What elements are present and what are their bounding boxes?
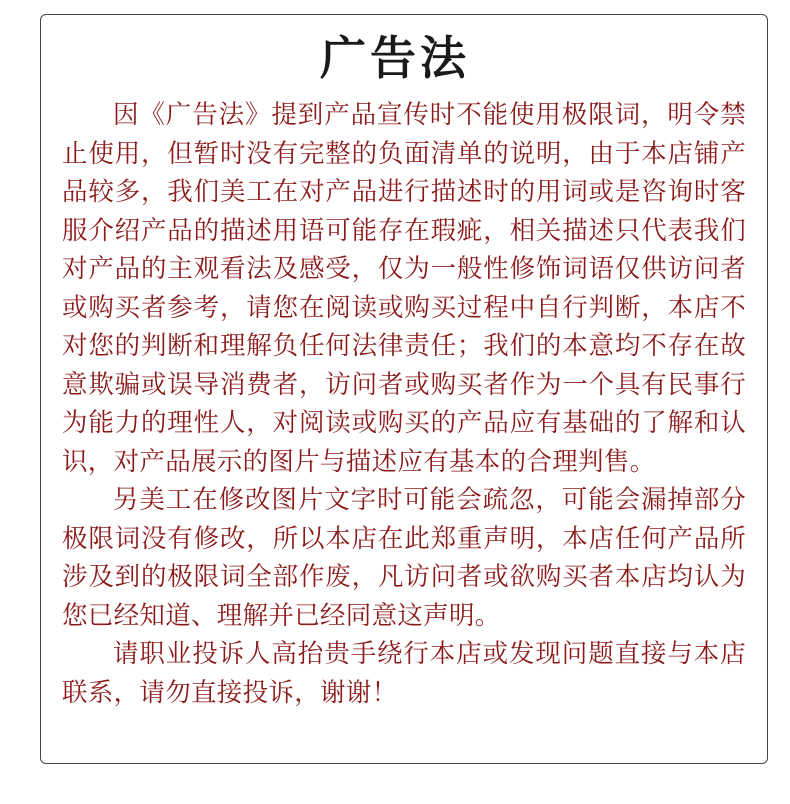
page-title: 广告法 xyxy=(320,31,470,85)
paragraph-contact-request: 请职业投诉人高抬贵手绕行本店或发现问题直接与本店联系，请勿直接投诉，谢谢！ xyxy=(62,639,746,708)
notice-body xyxy=(62,96,746,712)
paragraph-disclaimer: 因《广告法》提到产品宣传时不能使用极限词，明令禁止使用，但暂时没有完整的负面清单的说明，由于本店铺产品较多，我们美工在对产品进行描述时的用词或是咨询时客服介绍产品的描述用语可能存在瑕疵，相关描述只代表我们对产品的主观看法及感受，仅为一般性修饰词语仅供访问者或购买者参考，请您在阅读或购买过程中自行判断，本店不对您的判断和理解负任何法律责任；我们的本意均不存在故意欺骗或误导消费者，访问者或购买者作为一个具有民事行为能力的理性人，对阅读或购买的产品应有基础的了解和认识，对产品展示的图片与描述应有基本的合理判售。 xyxy=(62,100,746,477)
paragraph-design-note: 另美工在修改图片文字时可能会疏忽，可能会漏掉部分极限词没有修改，所以本店在此郑重声明，本店任何产品所涉及到的极限词全部作废，凡访问者或欲购买者本店均认为您已经知道、理解并已经同意这声明。 xyxy=(62,485,746,631)
